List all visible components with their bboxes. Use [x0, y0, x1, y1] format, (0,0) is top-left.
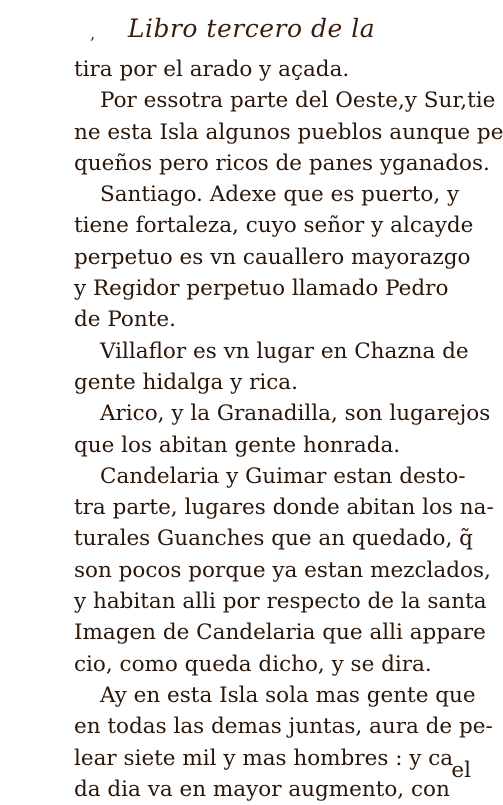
text-line: ne esta Isla algunos pueblos aunque pe: [74, 119, 503, 145]
text-line: Imagen de Candelaria que alli appare: [74, 620, 486, 646]
text-block: [74, 54, 503, 805]
text-line: tira por el arado y açada.: [74, 57, 350, 82]
text-line: perpetuo es vn cauallero mayorazgo: [74, 244, 471, 270]
text-line: que los abitan gente honrada.: [74, 432, 401, 458]
text-line: queños pero ricos de panes yganados.: [74, 150, 490, 176]
text-line: Arico, y la Granadilla, son lugarejos: [100, 401, 491, 427]
text-line: gente hidalga y rica.: [74, 369, 298, 395]
text-line: Por essotra parte del Oeste,y Sur,tie: [100, 88, 496, 114]
header-mark: ‚: [90, 24, 96, 43]
text-line: son pocos porque ya estan mezclados,: [74, 557, 491, 583]
text-line: y habitan alli por respecto de la santa: [74, 589, 487, 615]
text-line: Villaflor es vn lugar en Chazna de: [100, 338, 469, 364]
catchword: el: [451, 758, 471, 783]
text-line: lear siete mil y mas hombres : y ca: [74, 745, 454, 771]
text-line: Candelaria y Guimar estan desto-: [100, 463, 466, 489]
text-line: tiene fortaleza, cuyo señor y alcayde: [74, 213, 474, 239]
text-line: Ay en esta Isla sola mas gente que: [100, 682, 476, 708]
text-line: da dia va en mayor augmento, con: [74, 776, 450, 802]
text-line: turales Guanches que an quedado, q̃: [74, 526, 473, 552]
text-line: de Ponte.: [74, 307, 176, 333]
text-line: tra parte, lugares donde abitan los na-: [74, 495, 494, 521]
text-line: y Regidor perpetuo llamado Pedro: [74, 276, 449, 302]
running-head: Libro tercero de la: [127, 14, 376, 43]
text-line: cio, como queda dicho, y se dira.: [74, 651, 432, 677]
text-line: Santiago. Adexe que es puerto, y: [100, 182, 460, 208]
text-line: en todas las demas juntas, aura de pe-: [74, 714, 493, 740]
